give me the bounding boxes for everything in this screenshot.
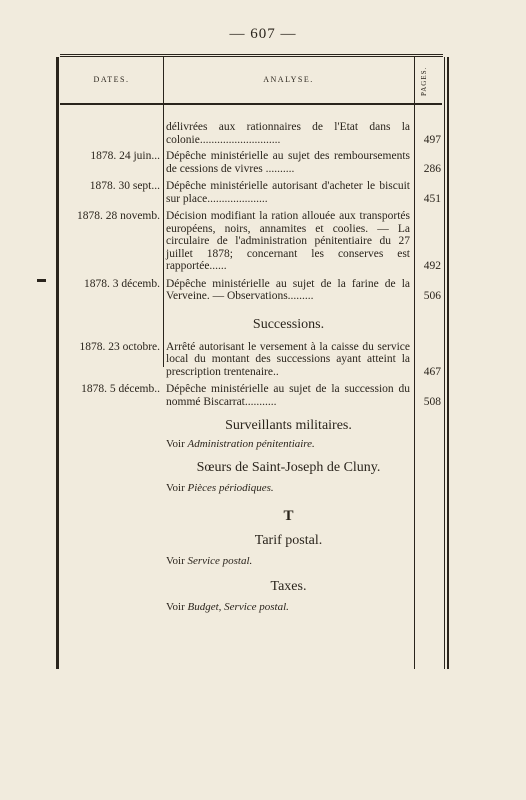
row-page: 451 [423,192,441,205]
row-page: 508 [423,395,441,408]
section-title-surveillants: Surveillants militaires. [225,418,352,433]
voir-label: Voir [166,601,185,613]
table-row [60,383,443,408]
page-number: — 607 — [229,26,297,42]
voir-label: Voir [166,438,185,450]
header-pages: PAGES. [420,66,428,96]
table-body [60,121,443,613]
table-row [60,150,443,175]
letter-heading-t: T [283,508,294,524]
reference-link: Service postal. [187,555,253,567]
index-table [60,54,443,669]
reference-link: Administration pénitentiaire. [187,438,315,450]
row-date: 1878. 23 octobre. [79,340,160,353]
row-date: 1878. 28 novemb. [76,210,160,222]
table-row [60,210,443,273]
section-title-successions: Successions. [252,316,325,332]
row-page: 286 [423,162,441,175]
header-analyse: ANALYSE. [263,75,314,84]
see-reference [166,601,410,613]
row-text: Décision modifiant la ration allouée aux transportés européens, noirs, annamites et coolies. — La circulaire de l'administration pénitentiaire du 27 juillet 1878; concernant les conserves est rapportée...... [166,210,410,272]
table-header [60,66,443,97]
section-title-tarif: Tarif postal. [254,533,323,548]
section-title-taxes: Taxes. [270,579,307,594]
row-date: 1878. 24 juin... [90,150,160,162]
row-date: 1878. 5 décemb.. [81,383,160,395]
row-text: délivrées aux rationnaires de l'Etat dans la colonie............................ [166,121,410,146]
margin-mark [37,279,46,282]
row-text: Dépêche ministérielle au sujet des remboursements de cessions de vivres .......... [166,150,410,175]
table-row [60,180,443,205]
reference-link: Budget, Service postal. [187,601,289,613]
row-page: 467 [423,365,441,378]
row-date: 1878. 30 sept... [89,180,160,192]
see-reference [166,438,410,450]
row-text: Dépêche ministérielle au sujet de la farine de la Verveine. — Observations......... [166,277,410,302]
row-page: 497 [423,133,441,146]
row-text: Dépêche ministérielle au sujet de la succession du nommé Biscarrat........... [166,383,410,408]
row-date: 1878. 3 décemb. [83,277,160,290]
voir-label: Voir [166,482,185,494]
see-reference [166,555,410,567]
row-page: 506 [423,290,441,302]
row-text: Dépêche ministérielle autorisant d'acheter le biscuit sur place..................... [166,180,410,205]
voir-label: Voir [166,555,185,567]
table-row [60,121,443,146]
reference-link: Pièces périodiques. [187,482,274,494]
see-reference [166,482,410,494]
row-page: 492 [423,260,441,272]
header-dates: DATES. [93,75,130,84]
row-text: Arrêté autorisant le versement à la caisse du service local du montant des successions ayant atteint la prescription trentenaire.. [166,340,410,378]
section-title-soeurs: Sœurs de Saint-Joseph de Cluny. [196,460,381,475]
table-row [60,278,443,303]
table-row [60,341,443,379]
